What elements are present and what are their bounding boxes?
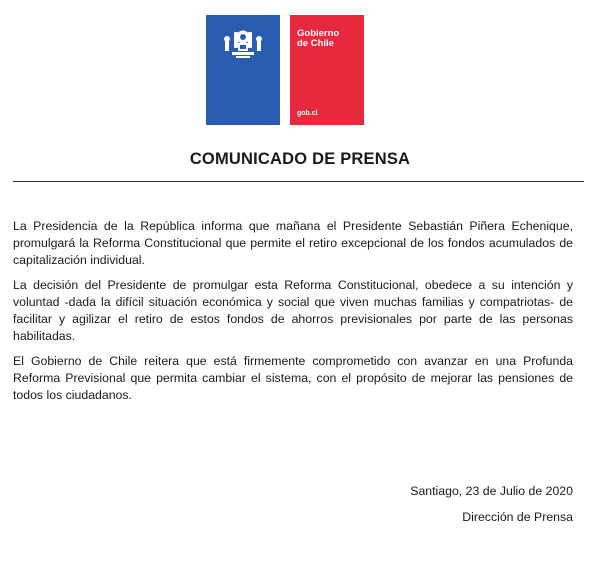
brand-line-1: Gobierno xyxy=(297,28,340,39)
brand-name xyxy=(297,29,361,49)
paragraph-1: La Presidencia de la República informa que mañana el Presidente Sebastián Piñera Echenique, promulgará la Reforma Constitucional que permite el retiro excepcional de los fondos acumulados de capitalización individual. xyxy=(13,219,573,267)
place-date: Santiago, 23 de Julio de 2020 xyxy=(410,484,573,498)
government-logo xyxy=(206,15,362,125)
brand-panel xyxy=(290,15,364,125)
document-body xyxy=(13,218,573,412)
signature: Dirección de Prensa xyxy=(462,510,573,524)
signoff xyxy=(410,484,573,536)
coat-of-arms-panel xyxy=(206,15,280,125)
paragraph-2: La decisión del Presidente de promulgar esta Reforma Constitucional, obedece a su intención y voluntad -dada la difícil situación económica y social que viven muchas familias y compatriotas- de facilitar y agilizar el retiro de estos fondos de ahorros previsionales por parte de las personas habilitadas. xyxy=(13,278,573,343)
coat-of-arms-icon xyxy=(216,25,270,61)
paragraph-3: El Gobierno de Chile reitera que está firmemente comprometido con avanzar en una Profunda Reforma Previsional que permita cambiar el sistema, con el propósito de mejorar las pensiones de todos los ciudadanos. xyxy=(13,354,573,402)
title-divider xyxy=(13,181,584,182)
brand-url: gob.cl xyxy=(297,110,318,117)
brand-line-2: de Chile xyxy=(297,38,334,49)
document-title: COMUNICADO DE PRENSA xyxy=(189,150,411,168)
